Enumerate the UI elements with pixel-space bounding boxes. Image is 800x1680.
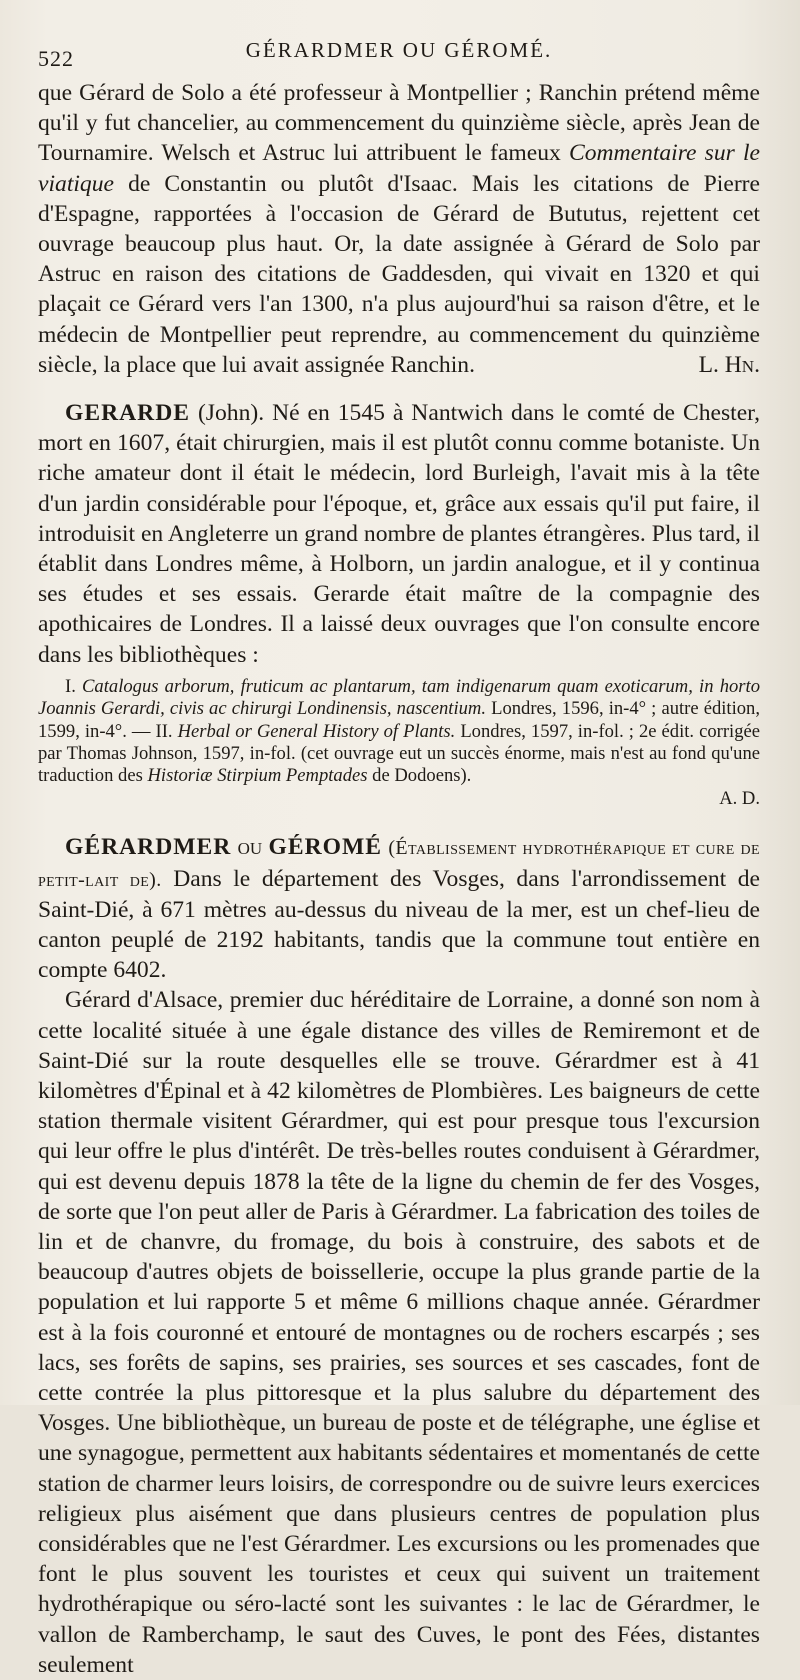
biblio-title: Herbal or General History of Plants.	[177, 720, 456, 742]
biblio-details: Londres, 1596, in-4° ; autre édition, 1599, in-4°. — II.	[38, 698, 760, 742]
paragraph	[38, 398, 760, 670]
biblio-details: Londres, 1597, in-fol. ; 2e édit. corrigée par Thomas Johnson, 1597, in-fol. (cet ouvrage eut un succès énorme, mais n'est au fond qu'une traduction des	[38, 720, 760, 787]
headword: GÉRARDMER	[65, 834, 232, 861]
headword: GERARDE	[65, 400, 190, 427]
paragraph-text: Dans le département des Vosges, dans l'arrondissement de Saint-Dié, à 671 mètres au-dessus du niveau de la mer, est un chef-lieu de canton peuplé de 2192 habitants, tandis que la commune tout entière en compte 6402.	[38, 865, 760, 984]
headword-name: (John).	[197, 400, 265, 427]
entry-subtitle: (Établissement hydrothérapique et cure de petit-lait de).	[38, 837, 760, 891]
author-signature: L. Hn.	[698, 351, 760, 378]
biblio-number: I.	[65, 675, 76, 697]
biblio-italic: Historiæ Stirpium Pemptades	[147, 765, 368, 787]
running-head: GÉRARDMER OU GÉROMÉ.	[245, 38, 553, 62]
paragraph	[38, 832, 760, 985]
entry-gerard-de-solo	[38, 78, 760, 380]
paragraph-text: Né en 1545 à Nantwich dans le comté de Chester, mort en 1607, était chirurgien, mais il est plutôt connu comme botaniste. Un riche amateur dont il était le médecin, lord Burleigh, l'avait mis à la tête d'un jardin considérable pour l'époque, et, grâce aux essais qu'il put faire, il introduisit en Angleterre un grand nombre de plantes étrangères. Plus tard, il établit dans Londres même, à Holborn, un jardin analogue, et il y continua ses études et ses essais. Gerarde était maître de la compagnie des apothicaires de Londres. Il a laissé deux ouvrages que l'on consulte encore dans les bibliothèques :	[38, 400, 760, 668]
paragraph	[38, 985, 760, 1680]
paragraph	[38, 78, 760, 380]
biblio-details: de Dodoens).	[372, 765, 472, 787]
bibliography	[38, 676, 760, 810]
paragraph-text: Gérard d'Alsace, premier duc héréditaire de Lorraine, a donné son nom à cette localité située à une égale distance des villes de Remiremont et de Saint-Dié sur la route desquelles elle se trouve. Gérardmer est à 41 kilomètres d'Épinal et à 42 kilomètres de Plombières. Les baigneurs de cette station thermale visitent Gérardmer, qui est pour presque tous l'excursion qui leur offre le plus d'intérêt. De très-belles routes conduisent à Gérardmer, qui est devenu depuis 1878 la tête de la ligne du chemin de fer des Vosges, de sorte que l'on peut aller de Paris à Gérardmer. La fabrication des toiles de lin et de chanvre, du fromage, du bois à construire, des sabots et de beaucoup d'autres objets de boissellerie, occupe la plus grande partie de la population et lui rapporte 5 et même 6 millions chaque année. Gérardmer est à la fois couronné et entouré de montagnes ou de rochers escarpés ; ses lacs, ses forêts de sapins, ses prairies, ses sources et ses cascades, font de cette contrée la plus pittoresque et la plus salubre du département des Vosges. Une bibliothèque, un bureau de poste et de télégraphe, une église et une synagogue, permettent aux habitants sédentaires et momentanés de cette station de charmer leurs loisirs, de correspondre ou de suivre leurs exercices religieux plus aisément que dans plusieurs centres de population plus considérables que ne l'est Gérardmer. Les excursions ou les promenades que font le plus souvent les touristes et ceux qui suivent un traitement hydrothérapique ou séro-lacté sont les suivantes : le lac de Gérardmer, le vallon de Ramberchamp, le saut des Cuves, le pont des Fées, distantes seulement	[38, 987, 760, 1678]
biblio-title: Catalogus arborum, fruticum ac plantarum, tam indigenarum quam exoticarum, in horto Joannis Gerardi, civis ac chirurgi Londinensis, nascentium.	[38, 675, 760, 720]
page-header	[38, 30, 760, 70]
author-signature: A. D.	[719, 787, 760, 809]
paragraph-text: de Constantin ou plutôt d'Isaac. Mais les citations de Pierre d'Espagne, rapportées à l'occasion de Gérard de Bututus, rejettent cet ouvrage beaucoup plus haut. Or, la date assignée à Gérard de Solo par Astruc en raison des citations de Gaddesden, qui vivait en 1320 et qui plaçait ce Gérard vers l'an 1300, n'a plus aujourd'hui sa raison d'être, et le médecin de Montpellier peut reprendre, au commencement du quinzième siècle, la place que lui avait assignée Ranchin.	[38, 170, 761, 378]
entry-gerardmer	[38, 832, 760, 1680]
page-number: 522	[38, 46, 74, 71]
italic-title: Commentaire sur le viatique	[38, 140, 760, 197]
paragraph-text: que Gérard de Solo a été professeur à Montpellier ; Ranchin prétend même qu'il y fut chancelier, au commencement du quinzième siècle, après Jean de Tournamire. Welsch et Astruc lui attribuent le fameux	[38, 80, 760, 167]
entry-gerarde	[38, 398, 760, 810]
headword-alt: GÉROMÉ	[268, 834, 383, 861]
headword-connector: ou	[237, 834, 263, 861]
